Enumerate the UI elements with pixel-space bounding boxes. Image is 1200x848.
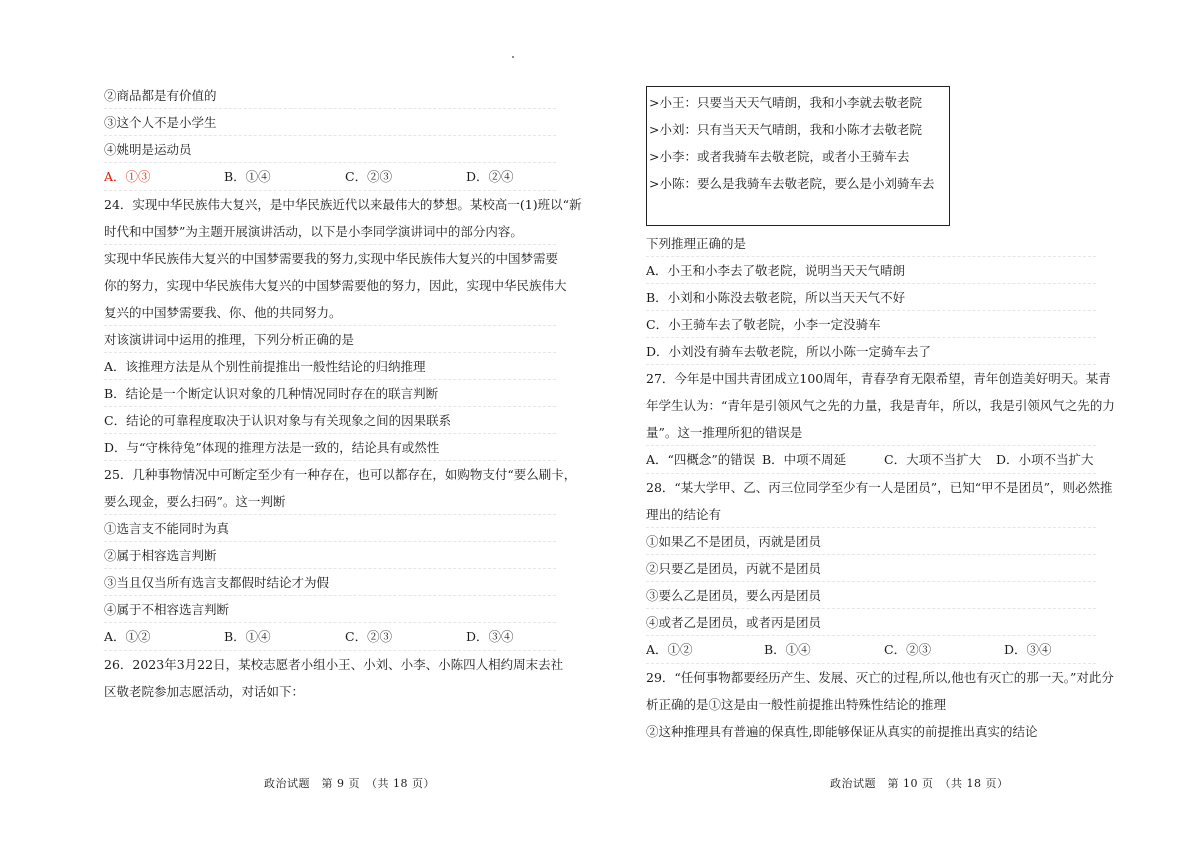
- q25-option-a: A．①②: [104, 629, 151, 644]
- question-27-stem: 年学生认为：“青年是引领风气之先的力量，我是青年，所以，我是引领风气之先的力: [646, 398, 1115, 413]
- q27-options: [646, 446, 1096, 474]
- question-25-stem: 25．几种事物情况中可断定至少有一种存在，也可以都存在，如购物支付“要么刷卡，: [104, 467, 577, 482]
- q26-option-d: D．小刘没有骑车去敬老院，所以小陈一定骑车去了: [646, 338, 1096, 365]
- q28-statement: ④或者乙是团员，或者丙是团员: [646, 609, 1096, 636]
- q29-statement: ②这种推理具有普遍的保真性,即能够保证从真实的前提推出真实的结论: [646, 724, 1038, 739]
- question-26-prompt: 下列推理正确的是: [646, 230, 1096, 257]
- q27-option-c: C．大项不当扩大: [884, 452, 982, 467]
- question-29-stem: 析正确的是①这是由一般性前提推出特殊性结论的推理: [646, 697, 947, 712]
- q26-option-a: A．小王和小李去了敬老院，说明当天天气晴朗: [646, 257, 1096, 284]
- question-25-stem: 要么现金，要么扫码”。这一判断: [104, 488, 556, 515]
- question-27-stem: 量”。这一推理所犯的错误是: [646, 419, 1096, 446]
- option-line: ②商品都是有价值的: [104, 82, 556, 109]
- q25-options: [104, 623, 556, 651]
- q28-option-a: A．①②: [646, 642, 693, 657]
- dialogue-line: >小王：只要当天天气晴朗，我和小李就去敬老院: [649, 95, 922, 110]
- question-28-stem: 28．“某大学甲、乙、丙三位同学至少有一人是团员”，已知“甲不是团员”，则必然推: [646, 480, 1113, 495]
- question-24-stem: 时代和中国梦”为主题开展演讲活动，以下是小李同学演讲词中的部分内容。: [104, 218, 556, 245]
- q25-option-c: C．②③: [345, 629, 393, 644]
- question-26-stem: 26．2023年3月22日，某校志愿者小组小王、小刘、小李、小陈四人相约周末去社: [104, 657, 564, 672]
- q27-option-a: A．“四概念”的错误: [646, 452, 756, 467]
- page-footer-left: 政治试题 第 9 页 （共 18 页）: [264, 777, 435, 790]
- q24-option-d: D．与“守株待兔”体现的推理方法是一致的，结论具有或然性: [104, 434, 556, 461]
- q24-option-b: B．结论是一个断定认识对象的几种情况同时存在的联言判断: [104, 380, 556, 407]
- q28-statement: ②只要乙是团员，丙就不是团员: [646, 555, 1096, 582]
- dialogue-line: >小陈：要么是我骑车去敬老院，要么是小刘骑车去: [649, 176, 935, 191]
- dialogue-line: >小李：或者我骑车去敬老院，或者小王骑车去: [649, 149, 910, 164]
- q26-option-c: C．小王骑车去了敬老院，小李一定没骑车: [646, 311, 1096, 338]
- q27-option-d: D．小项不当扩大: [996, 452, 1094, 467]
- page-footer-right: 政治试题 第 10 页 （共 18 页）: [830, 777, 1009, 790]
- left-page-column: [104, 82, 582, 705]
- q28-options: [646, 636, 1096, 664]
- dialogue-line: >小刘：只有当天天气晴朗，我和小陈才去敬老院: [649, 122, 922, 137]
- scan-dot: [512, 56, 514, 58]
- question-27-stem: 27．今年是中国共青团成立100周年，青春孕育无限希望，青年创造美好明天。某青: [646, 371, 1111, 386]
- q24-option-a: A．该推理方法是从个别性前提推出一般性结论的归纳推理: [104, 353, 556, 380]
- q25-statement: ②属于相容选言判断: [104, 542, 556, 569]
- q25-statement: ③当且仅当所有选言支都假时结论才为假: [104, 569, 556, 596]
- question-24-prompt: 对该演讲词中运用的推理，下列分析正确的是: [104, 326, 556, 353]
- speech-text: 复兴的中国梦需要我、你、他的共同努力。: [104, 299, 556, 326]
- q28-statement: ③要么乙是团员，要么丙是团员: [646, 582, 1096, 609]
- q28-option-c: C．②③: [884, 642, 932, 657]
- option-line: ③这个人不是小学生: [104, 109, 556, 136]
- q28-statement: ①如果乙不是团员，丙就是团员: [646, 528, 1096, 555]
- q24-option-c: C．结论的可靠程度取决于认识对象与有关现象之间的因果联系: [104, 407, 556, 434]
- q23-option-c: C．②③: [345, 169, 393, 184]
- question-24-stem: 24．实现中华民族伟大复兴，是中华民族近代以来最伟大的梦想。某校高一(1)班以“新: [104, 197, 582, 212]
- q25-statement: ①选言支不能同时为真: [104, 515, 556, 542]
- speech-text: 你的努力，实现中华民族伟大复兴的中国梦需要他的努力，因此，实现中华民族伟大: [104, 278, 567, 293]
- q25-option-d: D．③④: [466, 629, 514, 644]
- q26-option-b: B．小刘和小陈没去敬老院，所以当天天气不好: [646, 284, 1096, 311]
- speech-text: 实现中华民族伟大复兴的中国梦需要我的努力,实现中华民族伟大复兴的中国梦需要: [104, 251, 558, 266]
- q23-option-a: A．①③: [104, 169, 151, 184]
- q23-options: [104, 163, 556, 191]
- right-page-column: [646, 86, 1115, 745]
- q28-option-d: D．③④: [1004, 642, 1052, 657]
- q28-option-b: B．①④: [764, 642, 811, 657]
- question-28-stem: 理出的结论有: [646, 501, 1096, 528]
- dialogue-box: [646, 86, 950, 226]
- option-line: ④姚明是运动员: [104, 136, 556, 163]
- question-26-stem: 区敬老院参加志愿活动，对话如下：: [104, 684, 305, 699]
- q23-option-b: B．①④: [224, 169, 271, 184]
- q23-option-d: D．②④: [466, 169, 514, 184]
- q25-option-b: B．①④: [224, 629, 271, 644]
- question-29-stem: 29．“任何事物都要经历产生、发展、灭亡的过程,所以,他也有灭亡的那一天。”对此分: [646, 670, 1114, 685]
- q27-option-b: B．中项不周延: [762, 452, 847, 467]
- q25-statement: ④属于不相容选言判断: [104, 596, 556, 623]
